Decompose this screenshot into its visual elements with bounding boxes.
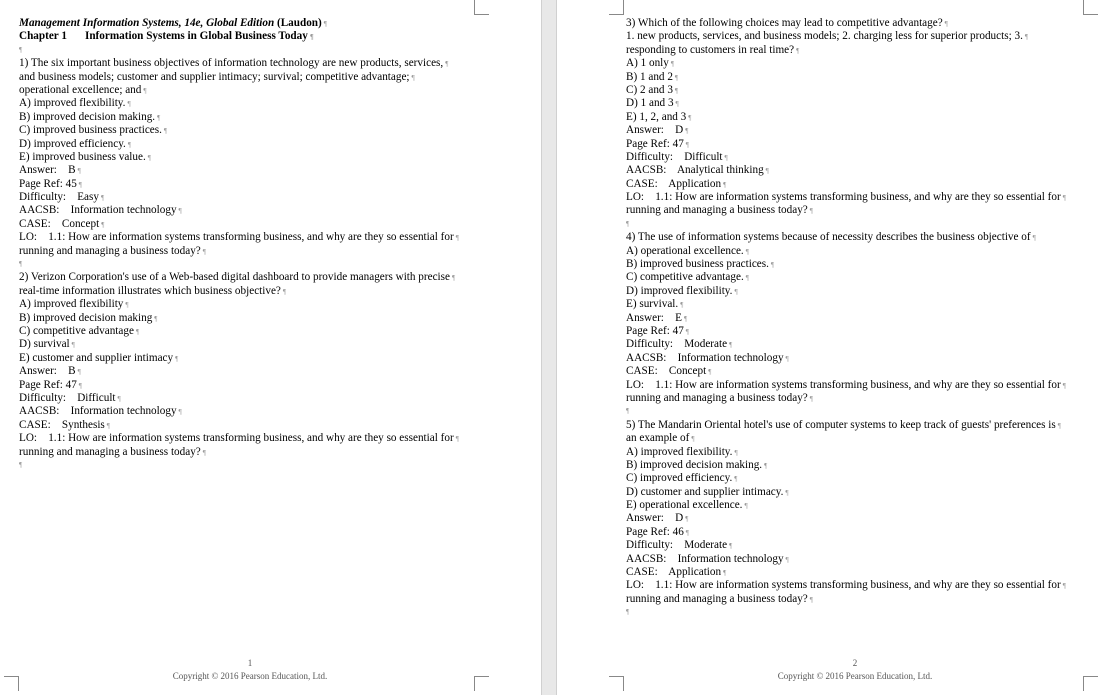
paragraph-mark: ¶: [411, 73, 415, 82]
learning-objective: running and managing a business today? ¶: [626, 592, 813, 605]
answer-key: Answer: D ¶: [626, 124, 689, 137]
case: CASE: Application ¶: [626, 566, 727, 579]
empty-paragraph: ¶: [19, 45, 23, 54]
paragraph-mark: ¶: [809, 394, 813, 403]
paragraph-mark: ¶: [764, 461, 768, 470]
aacsb: AACSB: Information technology ¶: [19, 405, 182, 418]
page-ref: Page Ref: 45 ¶: [19, 177, 82, 190]
paragraph-mark: ¶: [1062, 582, 1066, 591]
learning-objective: LO: 1.1: How are information systems transforming business, and why are they so essential for ¶: [626, 579, 1066, 592]
paragraph-mark: ¶: [734, 448, 738, 457]
answer-option: D) customer and supplier intimacy. ¶: [626, 485, 789, 498]
paragraph-mark: ¶: [1024, 33, 1029, 42]
paragraph-mark: ¶: [670, 60, 675, 69]
paragraph-mark: ¶: [455, 234, 459, 243]
paragraph-mark: ¶: [157, 113, 161, 122]
question-text: 5) The Mandarin Oriental hotel's use of computer systems to keep track of guests' preferences is ¶: [626, 418, 1061, 431]
answer-key: Answer: E ¶: [626, 311, 688, 324]
paragraph-mark: ¶: [143, 86, 147, 95]
paragraph-mark: ¶: [809, 595, 813, 604]
answer-option: D) survival ¶: [19, 338, 75, 351]
question-text: 1. new products, services, and business models; 2. charging less for superior products; 3. ¶: [626, 30, 1029, 43]
paragraph-mark: ¶: [309, 33, 314, 42]
learning-objective: running and managing a business today? ¶: [19, 244, 206, 257]
page-ref: Page Ref: 46 ¶: [626, 525, 689, 538]
paragraph-mark: ¶: [785, 354, 789, 363]
learning-objective: running and managing a business today? ¶: [626, 204, 813, 217]
answer-option: A) improved flexibility. ¶: [626, 445, 738, 458]
document-page-2[interactable]: [557, 0, 1100, 695]
page-2-body[interactable]: [626, 17, 1091, 620]
empty-paragraph: ¶: [626, 608, 630, 617]
paragraph-mark: ¶: [282, 287, 287, 296]
case: CASE: Concept ¶: [626, 365, 712, 378]
answer-option: B) improved business practices. ¶: [626, 258, 775, 271]
case: CASE: Application ¶: [626, 177, 727, 190]
paragraph-mark: ¶: [135, 327, 140, 336]
paragraph-mark: ¶: [729, 341, 733, 350]
empty-paragraph: ¶: [626, 407, 630, 416]
paragraph-mark: ¶: [77, 167, 81, 176]
paragraph-mark: ¶: [1062, 194, 1066, 203]
paragraph-mark: ¶: [723, 569, 727, 578]
paragraph-mark: ¶: [127, 100, 131, 109]
difficulty: Difficulty: Difficult ¶: [19, 391, 121, 404]
paragraph-mark: ¶: [744, 502, 748, 511]
book-title: Management Information Systems, 14e, Global Edition: [19, 17, 275, 29]
aacsb: AACSB: Information technology ¶: [626, 351, 789, 364]
page-ref: Page Ref: 47 ¶: [626, 324, 689, 337]
paragraph-mark: ¶: [674, 86, 679, 95]
difficulty: Difficulty: Moderate ¶: [626, 539, 733, 552]
answer-option: E) customer and supplier intimacy ¶: [19, 351, 179, 364]
paragraph-mark: ¶: [1032, 234, 1036, 243]
paragraph-mark: ¶: [685, 327, 689, 336]
paragraph-mark: ¶: [323, 20, 327, 28]
answer-option: D) 1 and 3 ¶: [626, 97, 679, 110]
paragraph-mark: ¶: [683, 314, 688, 323]
page-number: 2: [852, 658, 858, 668]
chapter-number: Chapter 1: [19, 30, 67, 43]
page-ref: Page Ref: 47 ¶: [19, 378, 82, 391]
answer-option: C) competitive advantage ¶: [19, 324, 140, 337]
page-number: 1: [247, 658, 253, 668]
paragraph-mark: ¶: [178, 207, 182, 216]
paragraph-mark: ¶: [685, 140, 689, 149]
paragraph-mark: ¶: [445, 60, 449, 69]
crop-mark: [1083, 0, 1098, 15]
paragraph-mark: ¶: [78, 381, 82, 390]
aacsb: AACSB: Information technology ¶: [626, 552, 789, 565]
learning-objective: LO: 1.1: How are information systems transforming business, and why are they so essential for ¶: [19, 231, 459, 244]
empty-paragraph: ¶: [19, 460, 23, 469]
paragraph-mark: ¶: [455, 435, 459, 444]
paragraph-mark: ¶: [674, 73, 679, 82]
answer-option: B) improved decision making ¶: [19, 311, 158, 324]
paragraph-mark: ¶: [745, 274, 749, 283]
answer-key: Answer: D ¶: [626, 512, 689, 525]
answer-option: A) 1 only ¶: [626, 57, 675, 70]
answer-option: E) survival. ¶: [626, 298, 684, 311]
paragraph-mark: ¶: [452, 274, 456, 283]
answer-option: E) operational excellence. ¶: [626, 499, 748, 512]
question-text: real-time information illustrates which business objective? ¶: [19, 284, 287, 297]
answer-option: D) improved flexibility. ¶: [626, 284, 738, 297]
question-text: an example of ¶: [626, 432, 695, 445]
header-line: [19, 17, 489, 30]
paragraph-mark: ¶: [685, 515, 689, 524]
question-text: 2) Verizon Corporation's use of a Web-based digital dashboard to provide managers with precise ¶: [19, 271, 456, 284]
paragraph-mark: ¶: [202, 247, 206, 256]
answer-option: D) improved efficiency. ¶: [19, 137, 132, 150]
paragraph-mark: ¶: [685, 528, 689, 537]
learning-objective: running and managing a business today? ¶: [626, 391, 813, 404]
answer-option: C) improved efficiency. ¶: [626, 472, 738, 485]
paragraph-mark: ¶: [785, 555, 789, 564]
crop-mark: [609, 0, 624, 15]
answer-key: Answer: B ¶: [19, 365, 81, 378]
paragraph-mark: ¶: [809, 207, 813, 216]
aacsb: AACSB: Information technology ¶: [19, 204, 182, 217]
paragraph-mark: ¶: [708, 368, 712, 377]
answer-key: Answer: B ¶: [19, 164, 81, 177]
answer-option: C) 2 and 3 ¶: [626, 83, 679, 96]
case: CASE: Concept ¶: [19, 217, 105, 230]
paragraph-mark: ¶: [178, 408, 182, 417]
paragraph-mark: ¶: [734, 475, 738, 484]
answer-option: C) improved business practices. ¶: [19, 124, 168, 137]
paragraph-mark: ¶: [680, 301, 684, 310]
paragraph-mark: ¶: [796, 46, 800, 55]
empty-paragraph: ¶: [626, 219, 630, 228]
crop-mark: [474, 0, 489, 15]
difficulty: Difficulty: Moderate ¶: [626, 338, 733, 351]
answer-option: B) 1 and 2 ¶: [626, 70, 679, 83]
paragraph-mark: ¶: [163, 127, 168, 136]
learning-objective: LO: 1.1: How are information systems transforming business, and why are they so essential for ¶: [626, 378, 1066, 391]
paragraph-mark: ¶: [106, 421, 110, 430]
paragraph-mark: ¶: [723, 180, 727, 189]
difficulty: Difficulty: Difficult ¶: [626, 150, 728, 163]
paragraph-mark: ¶: [1062, 381, 1066, 390]
empty-paragraph: ¶: [19, 260, 23, 269]
paragraph-mark: ¶: [734, 287, 738, 296]
aacsb: AACSB: Analytical thinking ¶: [626, 164, 769, 177]
paragraph-mark: ¶: [125, 301, 129, 310]
question-text: 3) Which of the following choices may lead to competitive advantage? ¶: [626, 17, 948, 29]
answer-option: E) improved business value. ¶: [19, 150, 151, 163]
paragraph-mark: ¶: [724, 153, 728, 162]
paragraph-mark: ¶: [147, 153, 151, 162]
paragraph-mark: ¶: [127, 140, 132, 149]
book-author: (Laudon): [276, 17, 322, 29]
answer-option: C) competitive advantage. ¶: [626, 271, 749, 284]
answer-option: A) improved flexibility. ¶: [19, 97, 131, 110]
question-text: responding to customers in real time? ¶: [626, 43, 800, 56]
paragraph-mark: ¶: [944, 20, 948, 28]
answer-option: A) operational excellence. ¶: [626, 244, 749, 257]
answer-option: B) improved decision making. ¶: [626, 458, 768, 471]
copyright-notice: Copyright © 2016 Pearson Education, Ltd.: [777, 671, 933, 681]
paragraph-mark: ¶: [765, 167, 769, 176]
paragraph-mark: ¶: [175, 354, 179, 363]
paragraph-mark: ¶: [1057, 421, 1061, 430]
learning-objective: LO: 1.1: How are information systems transforming business, and why are they so essential for ¶: [626, 191, 1066, 204]
question-text: 1) The six important business objectives of information technology are new products, services, ¶: [19, 57, 449, 70]
paragraph-mark: ¶: [688, 113, 692, 122]
paragraph-mark: ¶: [785, 488, 789, 497]
paragraph-mark: ¶: [78, 180, 82, 189]
paragraph-mark: ¶: [202, 448, 206, 457]
paragraph-mark: ¶: [101, 220, 105, 229]
learning-objective: LO: 1.1: How are information systems transforming business, and why are they so essential for ¶: [19, 432, 459, 445]
answer-option: A) improved flexibility ¶: [19, 298, 129, 311]
answer-option: E) 1, 2, and 3 ¶: [626, 110, 692, 123]
paragraph-mark: ¶: [770, 261, 775, 270]
copyright-notice: Copyright © 2016 Pearson Education, Ltd.: [172, 671, 328, 681]
question-text: 4) The use of information systems because of necessity describes the business objective of ¶: [626, 231, 1036, 244]
paragraph-mark: ¶: [745, 247, 749, 256]
document-page-1[interactable]: [0, 0, 541, 695]
paragraph-mark: ¶: [77, 368, 81, 377]
paragraph-mark: ¶: [154, 314, 158, 323]
paragraph-mark: ¶: [729, 542, 733, 551]
answer-option: B) improved decision making. ¶: [19, 110, 161, 123]
learning-objective: running and managing a business today? ¶: [19, 445, 206, 458]
question-text: and business models; customer and supplier intimacy; survival; competitive advantage; ¶: [19, 70, 415, 83]
case: CASE: Synthesis ¶: [19, 418, 110, 431]
paragraph-mark: ¶: [685, 127, 689, 136]
page-gutter: [541, 0, 557, 695]
paragraph-mark: ¶: [691, 435, 695, 444]
paragraph-mark: ¶: [100, 194, 105, 203]
page-1-body[interactable]: [19, 17, 489, 472]
question-text: operational excellence; and ¶: [19, 83, 147, 96]
paragraph-mark: ¶: [675, 100, 679, 109]
paragraph-mark: ¶: [117, 394, 121, 403]
page-ref: Page Ref: 47 ¶: [626, 137, 689, 150]
chapter-line: [19, 30, 489, 43]
difficulty: Difficulty: Easy ¶: [19, 191, 105, 204]
chapter-title: Information Systems in Global Business Today: [84, 30, 308, 43]
paragraph-mark: ¶: [71, 341, 75, 350]
